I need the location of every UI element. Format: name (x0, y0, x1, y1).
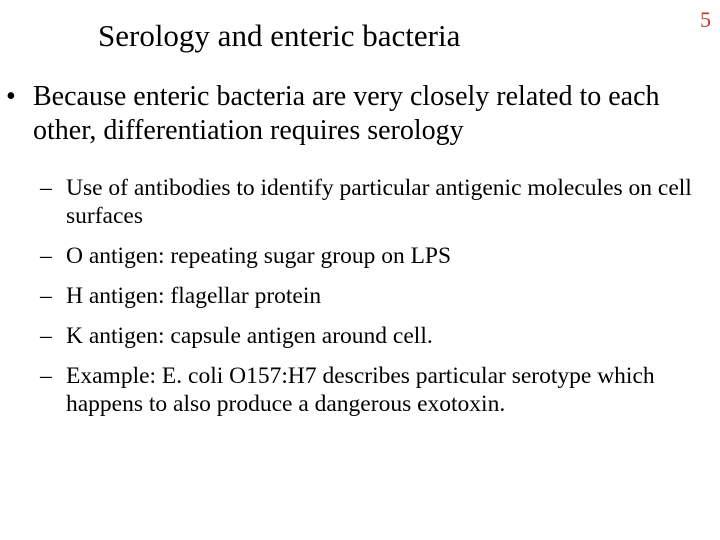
bullet-marker: • (6, 81, 16, 112)
slide-content (0, 80, 720, 430)
dash-marker: – (40, 363, 52, 389)
sub-bullet-list (0, 174, 720, 418)
slide-number: 5 (700, 7, 711, 32)
sub-bullet-item (0, 242, 706, 270)
sub-bullet-text: K antigen: capsule antigen around cell. (66, 323, 433, 349)
sub-bullet-text: H antigen: flagellar protein (66, 283, 322, 309)
slide-title: Serology and enteric bacteria (98, 18, 461, 53)
dash-marker: – (40, 323, 52, 349)
dash-marker: – (40, 175, 52, 201)
main-bullet (0, 80, 693, 148)
sub-bullet-text: O antigen: repeating sugar group on LPS (66, 243, 452, 269)
sub-bullet-item (0, 282, 706, 310)
sub-bullet-item (0, 322, 706, 350)
dash-marker: – (40, 243, 52, 269)
sub-bullet-item (0, 362, 706, 418)
sub-bullet-item (0, 174, 706, 230)
sub-bullet-text: Use of antibodies to identify particular antigenic molecules on cell surfaces (66, 175, 692, 229)
dash-marker: – (40, 283, 52, 309)
main-bullet-text: Because enteric bacteria are very closely related to each other, differentiation requires serology (33, 81, 660, 146)
sub-bullet-text: Example: E. coli O157:H7 describes particular serotype which happens to also produce a dangerous exotoxin. (66, 363, 655, 417)
